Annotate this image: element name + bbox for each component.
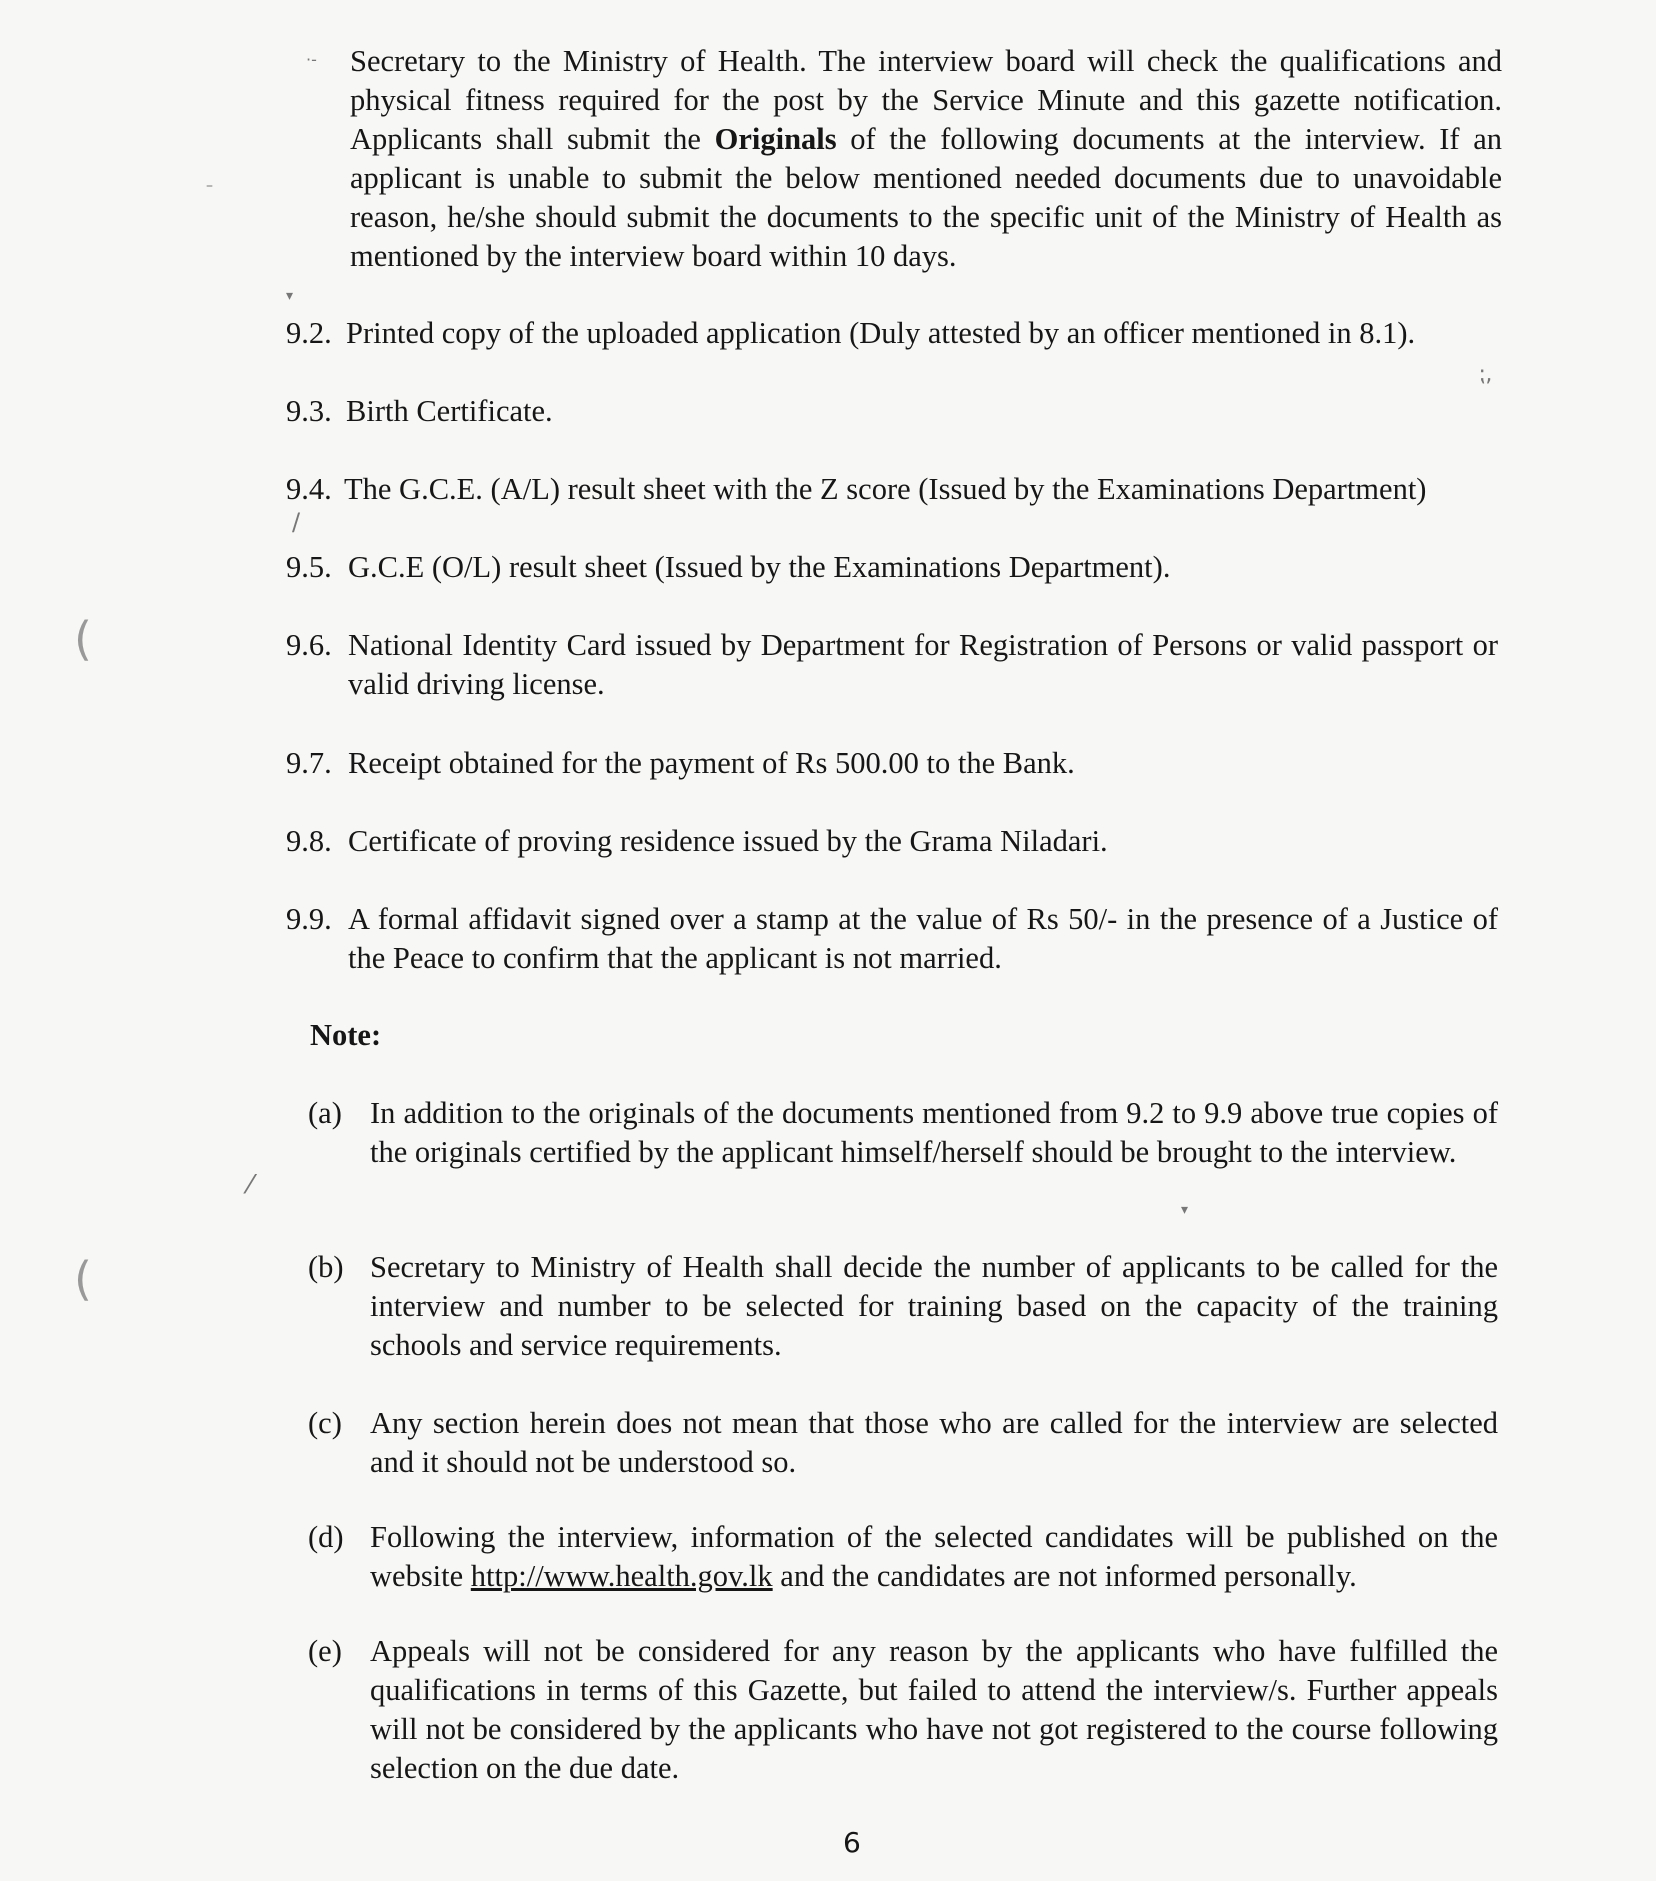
- item-text: G.C.E (O/L) result sheet (Issued by the Examinations Department).: [348, 550, 1171, 584]
- item-text: A formal affidavit signed over a stamp at the value of Rs 50/- in the presence of a Justice of the Peace to confirm that the applicant is not married.: [348, 902, 1498, 975]
- health-website-link[interactable]: http://www.health.gov.lk: [470, 1559, 773, 1593]
- item-number: 9.7.: [286, 746, 332, 780]
- item-number: 9.6.: [286, 628, 332, 662]
- note-item-text: Appeals will not be considered for any reason by the applicants who have fulfilled the qualifications in terms of this Gazette, but failed to attend the interview/s. Further appeals will not be considered by the applicants who have not got registered to the course following selection on the due date.: [370, 1634, 1498, 1785]
- originals-emphasis: Originals: [714, 122, 837, 156]
- note-item-text: Secretary to Ministry of Health shall decide the number of applicants to be called for the interview and number to be selected for training based on the capacity of the training schools and service requirements.: [370, 1250, 1498, 1362]
- scan-speck: ⁏,: [1478, 362, 1493, 387]
- note-item-label: (b): [308, 1250, 344, 1284]
- item-number: 9.2.: [286, 316, 332, 350]
- item-text: Certificate of proving residence issued by the Grama Niladari.: [348, 824, 1108, 858]
- scan-speck: ▾: [1181, 1202, 1189, 1218]
- intro-text-part2: of the following documents at the interview. If an applicant is unable to submit the below mentioned needed documents due to unavoidable reason, he/she should submit the documents to the specific unit of the Ministry of Health as mentioned by the interview board within 10 days.: [350, 122, 1502, 273]
- item-number: 9.9.: [286, 902, 332, 936]
- scan-speck: (: [74, 1252, 92, 1306]
- note-item-label: (d): [308, 1520, 344, 1554]
- note-item-text: Any section herein does not mean that those who are called for the interview are selected and it should not be understood so.: [370, 1406, 1498, 1479]
- item-text: The G.C.E. (A/L) result sheet with the Z score (Issued by the Examinations Department): [344, 472, 1427, 506]
- item-text: Receipt obtained for the payment of Rs 500.00 to the Bank.: [348, 746, 1075, 780]
- scan-speck: ·-: [306, 50, 317, 69]
- page-number: 6: [843, 1826, 861, 1859]
- note-item-label: (c): [308, 1406, 342, 1440]
- note-item-text: In addition to the originals of the documents mentioned from 9.2 to 9.9 above true copies of the originals certified by the applicant himself/herself should be brought to the interview.: [370, 1096, 1498, 1169]
- intro-text-part1: Secretary to the Ministry of Health. The interview board will check the qualifications and physical fitness required for the post by the Service Minute and this gazette notification. Applicants shall submit the: [350, 44, 1502, 156]
- scan-speck: ⁄: [248, 1170, 253, 1200]
- scan-speck: /: [292, 508, 301, 536]
- item-text: Printed copy of the uploaded application (Duly attested by an officer mentioned in 8.1).: [346, 316, 1416, 350]
- item-text: Birth Certificate.: [346, 394, 553, 428]
- note-item-text: [370, 1518, 1498, 1596]
- item-number: 9.5.: [286, 550, 332, 584]
- scan-speck: (: [74, 612, 92, 666]
- scan-speck: ▾: [286, 288, 294, 304]
- item-text: National Identity Card issued by Department for Registration of Persons or valid passport or valid driving license.: [348, 628, 1498, 701]
- item-number: 9.3.: [286, 394, 332, 428]
- item-number: 9.4.: [286, 472, 332, 506]
- note-item-label: (a): [308, 1096, 342, 1130]
- scan-speck: –: [206, 178, 213, 194]
- intro-paragraph: [350, 42, 1502, 276]
- note-heading: Note:: [310, 1018, 382, 1052]
- item-number: 9.8.: [286, 824, 332, 858]
- note-item-label: (e): [308, 1634, 342, 1668]
- note-item-text-after: and the candidates are not informed personally.: [772, 1559, 1357, 1593]
- note-item-text-before: Following the interview, information of the selected candidates will be published on the website: [370, 1520, 1498, 1593]
